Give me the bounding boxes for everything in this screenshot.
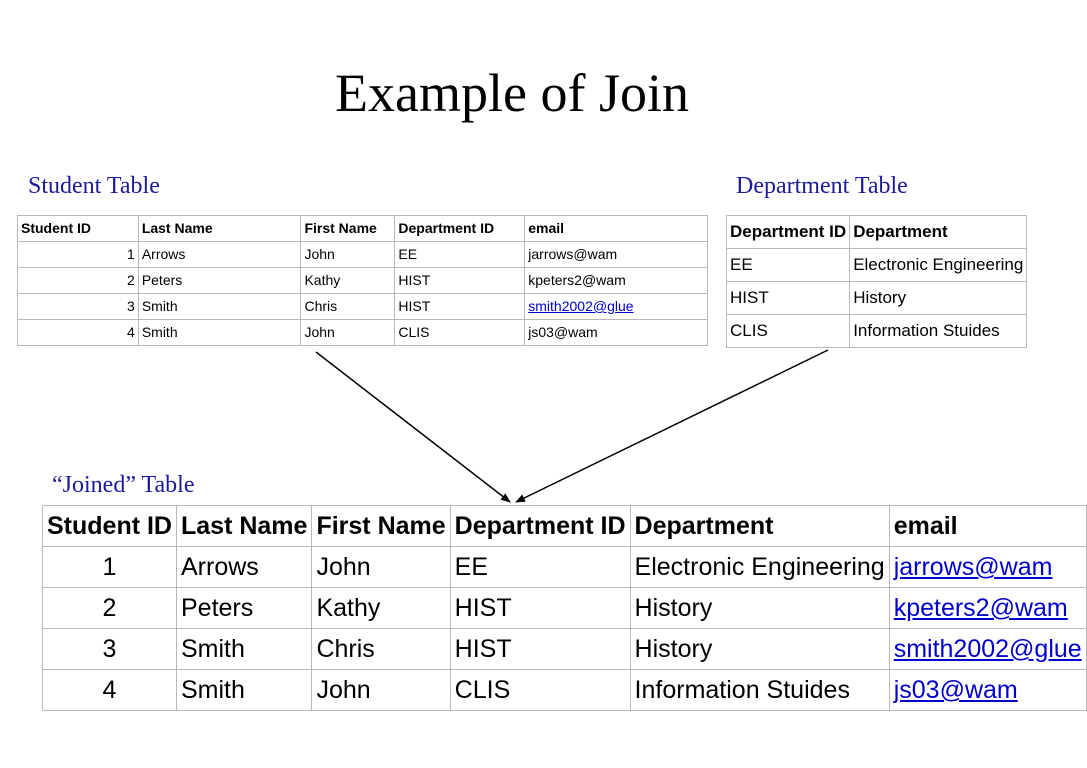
table-cell: Information Stuides <box>850 315 1027 348</box>
table-row <box>43 670 1087 711</box>
table-cell: jarrows@wam <box>525 242 708 268</box>
table-cell: HIST <box>450 629 630 670</box>
table-cell: Peters <box>138 268 301 294</box>
table-cell <box>889 547 1086 588</box>
table-cell: John <box>301 320 395 346</box>
table-row <box>43 629 1087 670</box>
header-cell: email <box>525 216 708 242</box>
table-cell: HIST <box>450 588 630 629</box>
table-row <box>727 282 1027 315</box>
table-cell: 1 <box>18 242 139 268</box>
table-row <box>43 588 1087 629</box>
table-header-row <box>727 216 1027 249</box>
table-row <box>18 242 708 268</box>
joined-table-caption: “Joined” Table <box>52 472 195 498</box>
table-cell: EE <box>727 249 850 282</box>
table-cell: 2 <box>43 588 177 629</box>
table-cell: Smith <box>177 670 312 711</box>
table-cell: CLIS <box>450 670 630 711</box>
table-cell: 2 <box>18 268 139 294</box>
table-cell <box>889 629 1086 670</box>
table-row <box>18 268 708 294</box>
table-cell: Chris <box>312 629 450 670</box>
table-cell: History <box>630 629 889 670</box>
email-link[interactable]: js03@wam <box>893 676 1018 704</box>
email-link[interactable]: smith2002@glue <box>528 298 634 314</box>
table-cell: kpeters2@wam <box>525 268 708 294</box>
table-cell: 1 <box>43 547 177 588</box>
table-cell: 3 <box>43 629 177 670</box>
table-cell: Information Stuides <box>630 670 889 711</box>
header-cell: Student ID <box>43 506 177 547</box>
table-cell: John <box>312 670 450 711</box>
table-cell: Smith <box>138 294 301 320</box>
table-row <box>727 249 1027 282</box>
table-header-row <box>18 216 708 242</box>
table-row <box>18 294 708 320</box>
table-cell: 4 <box>18 320 139 346</box>
header-cell: Student ID <box>18 216 139 242</box>
table-row <box>43 547 1087 588</box>
table-cell <box>889 670 1086 711</box>
table-cell <box>525 294 708 320</box>
table-cell: HIST <box>727 282 850 315</box>
joined-table <box>42 505 1087 711</box>
table-cell: History <box>850 282 1027 315</box>
table-cell: CLIS <box>395 320 525 346</box>
header-cell: email <box>889 506 1086 547</box>
table-header-row <box>43 506 1087 547</box>
table-cell: 3 <box>18 294 139 320</box>
header-cell: Department <box>850 216 1027 249</box>
table-cell: EE <box>450 547 630 588</box>
header-cell: Department ID <box>395 216 525 242</box>
header-cell: First Name <box>301 216 395 242</box>
header-cell: Department <box>630 506 889 547</box>
email-link[interactable]: smith2002@glue <box>893 635 1082 663</box>
student-table-caption: Student Table <box>28 173 160 199</box>
table-row <box>18 320 708 346</box>
table-cell: HIST <box>395 268 525 294</box>
table-cell: Arrows <box>138 242 301 268</box>
student-to-joined-arrow <box>316 352 510 502</box>
table-cell: John <box>301 242 395 268</box>
table-cell: Arrows <box>177 547 312 588</box>
table-cell: History <box>630 588 889 629</box>
header-cell: Last Name <box>177 506 312 547</box>
table-cell: Smith <box>138 320 301 346</box>
department-table <box>726 215 1027 348</box>
table-cell: Kathy <box>312 588 450 629</box>
table-cell: Electronic Engineering <box>630 547 889 588</box>
email-link[interactable]: kpeters2@wam <box>893 594 1068 622</box>
table-cell: CLIS <box>727 315 850 348</box>
header-cell: Department ID <box>450 506 630 547</box>
header-cell: Last Name <box>138 216 301 242</box>
table-cell: Kathy <box>301 268 395 294</box>
slide-title: Example of Join <box>335 63 689 123</box>
department-table-caption: Department Table <box>736 173 908 199</box>
student-table <box>17 215 708 346</box>
department-to-joined-arrow <box>516 350 828 502</box>
table-cell: Peters <box>177 588 312 629</box>
table-cell <box>889 588 1086 629</box>
table-cell: js03@wam <box>525 320 708 346</box>
header-cell: Department ID <box>727 216 850 249</box>
header-cell: First Name <box>312 506 450 547</box>
table-cell: John <box>312 547 450 588</box>
table-cell: HIST <box>395 294 525 320</box>
table-cell: EE <box>395 242 525 268</box>
table-row <box>727 315 1027 348</box>
email-link[interactable]: jarrows@wam <box>893 553 1053 581</box>
table-cell: Electronic Engineering <box>850 249 1027 282</box>
table-cell: 4 <box>43 670 177 711</box>
table-cell: Smith <box>177 629 312 670</box>
table-cell: Chris <box>301 294 395 320</box>
